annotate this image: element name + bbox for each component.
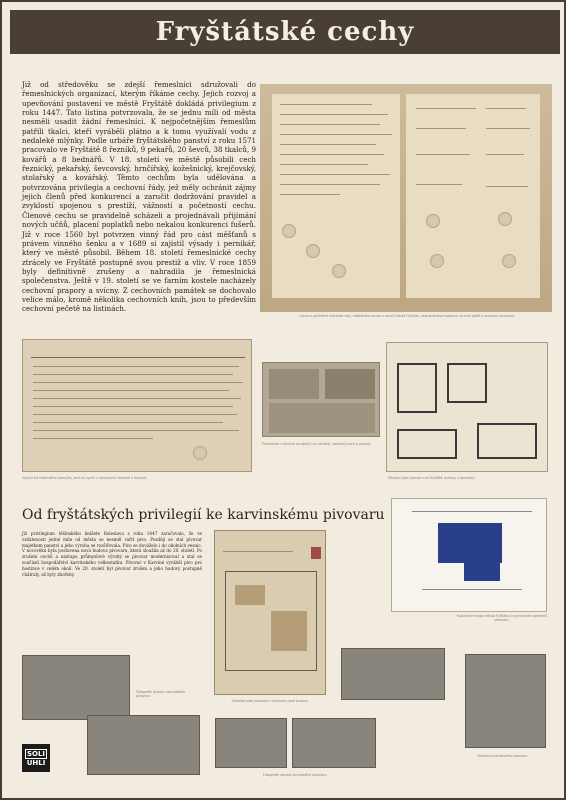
page-title: Fryštátské cechy bbox=[155, 17, 415, 47]
intro-text: Již od středověku se zdejší řemeslníci sdružovali do řemeslnických organizací, kterým říkáme cechy. Jejich rozvoj a upevňování postavení ve městě Fryštátě dokládá privilegium z roku 1447. Tato listina potvrzovala, že se jednu míli od města nesměli usadit žádní řemeslníci. K nejpočetnějším řemeslům patřili tkalci, kteří vyráběli plátno a k tomu využívali vodu z nedaleké mlýnky. Podle urbáře fryštátského panství z roku 1571 pracovalo ve Fryštátě 8 řezníků, 9 pekařů, 20 ševců, 38 tkalců, 9 kovářů a 8 bednářů. V 18. století ve městě působili cech řeznický, pekařský, ševcovský, hrnčířský, kožešnický, krejčovský, stolařský a kovářský. Těmto cechům byla udělována a potvrzována privilegia a cechovní řády, jež měly ochránit zájmy jejich členů před konkurencí a zaručit dodržování pravidel a zvyklostí spojenou s prestiží, vážností a početností cechu. Členové cechu se pravidelně scházeli a projednávali přijímání nových učňů, placení poplatků nebo nekalou konkurenci fušerů. Již v roce 1560 byl potvrzen vinný řád pro cást měšťanů s právem vinného šenku a v 1689 si zajistil výsady i pernikář, který ve městě působil. Během 18. století řemeslnické cechy ztrácely ve Fryštátě postupně svou prestiž a vliv. V roce 1859 byly definitivně zrušeny a nahradila je řemeslnická společenstva. Ještě v 19. století se ve farním kostele nacházely cechovní prapory a svícny. Z cechovních památek se dochovalo velice málo, kromě několika cechovních knih, jsou to především cechovní pečetě na listinách. bbox=[22, 80, 256, 314]
journeyman-certificate-photo bbox=[22, 339, 252, 472]
brewery-photo-3 bbox=[215, 718, 287, 768]
manuscript-photo bbox=[260, 84, 552, 312]
document-caption: Stavební plán pivovaru s návrhem nové budovy. bbox=[231, 699, 309, 703]
logo-line-1: SOLI bbox=[26, 750, 46, 758]
brewery-photo-6 bbox=[465, 654, 546, 748]
brewery-photo-1 bbox=[22, 655, 130, 720]
plan1-caption: Situační plán pivovaru ve Fryštátě, budovy a pozemky. bbox=[388, 476, 476, 480]
brew1-caption: Fotografie budovy karvinského pivovaru. bbox=[136, 690, 186, 698]
cert-caption: Výuční list řeznického tovaryše, jenž se vyučil v cechovním řemesle v Karviné. bbox=[22, 476, 147, 480]
title-bar bbox=[10, 10, 560, 54]
brew34-caption: Fotografie staveb karvinského pivovaru. bbox=[263, 773, 327, 777]
brewery-photo-5 bbox=[341, 648, 445, 700]
postcard-caption: Pohlednice z Karviné se záběry na náměstí, zámecký park a pivovar. bbox=[262, 442, 372, 446]
section-text: Již privilegium těšínského knížete Boleslava z roku 1447 zaručovalo, že ve vzdálenosti jedné míle od města se nesměl vařit pivo. Později se stal pivovar majetkem panství a jeho výroba se rozšiřovala. Pivo se dováželo i do okolních vesnic. V novověku byla postavena nová budova pivovaru, která sloužila až do 20. století. Po zrušení cechů a nástupu průmyslové výroby se pivovar modernizoval a stal se součástí hospodářství karvinského velkostatku. Pivovar v Karviné vyráběl pivo pro hostince v celém okolí. Ve 20. století byl pivovar zrušen a jeho budovy postupně chátraly, až byly zbořeny. bbox=[22, 531, 202, 577]
section-heading: Od fryštátských privilegií ke karvinskému pivovaru bbox=[22, 507, 385, 523]
postcard-photo bbox=[262, 362, 380, 437]
brew6-caption: Demolice karvinského pivovaru. bbox=[477, 754, 529, 758]
logo-line-2: UHLÍ bbox=[26, 759, 46, 767]
manuscript-caption: Listina s pečetěmi městské rady, městského soudu a cechů města Fryštátu, zaznamenává kupovce na orné půdě a cechovní privilegia. bbox=[299, 314, 515, 318]
map-caption: Katastrální mapa města Fryštátu s vyznačením pozemků pivovaru. bbox=[456, 614, 548, 622]
brewery-photo-4 bbox=[292, 718, 376, 768]
brewery-photo-2 bbox=[87, 715, 200, 775]
manuscript-left-page bbox=[272, 94, 400, 298]
manuscript-right-page bbox=[406, 94, 540, 298]
soli-uhli-logo bbox=[22, 744, 50, 772]
cadastral-map-photo bbox=[391, 498, 547, 612]
brewery-drawing-photo bbox=[214, 530, 326, 695]
brewery-plan-photo bbox=[386, 342, 548, 472]
